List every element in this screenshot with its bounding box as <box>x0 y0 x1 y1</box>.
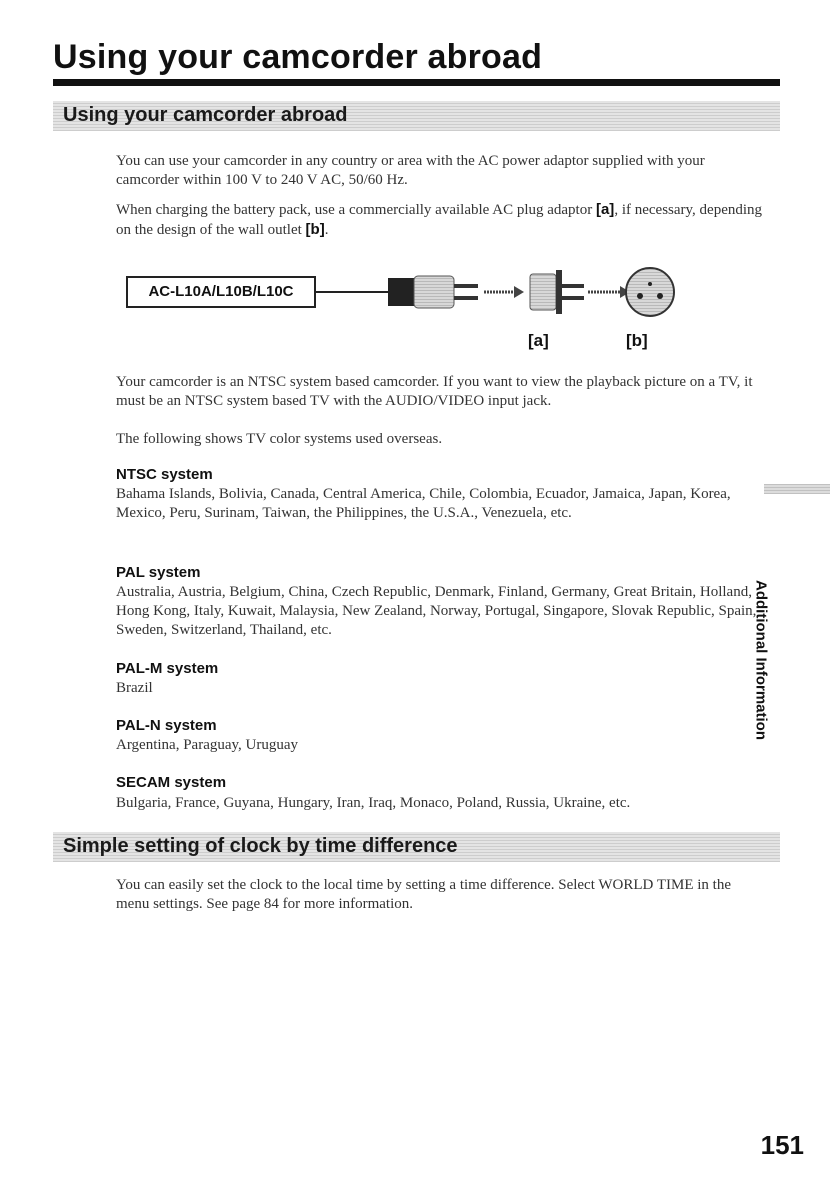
system-countries-pal-m: Brazil <box>116 680 153 696</box>
plug-adaptor-text-1: When charging the battery pack, use a commercially available AC plug adaptor <box>116 202 596 218</box>
section-heading-abroad: Using your camcorder abroad <box>63 104 348 126</box>
system-countries-pal: Australia, Austria, Belgium, China, Czech Republic, Denmark, Finland, Germany, Great Britain, Holland, Hong Kong, Italy, Kuwait, Malaysia, New Zealand, Norway, Portugal, Singapore, Slovak Republic, Spain, Sweden, Switzerland, Thailand, etc. <box>116 584 757 638</box>
ntsc-paragraph: Your camcorder is an NTSC system based camcorder. If you want to view the playback picture on a TV, it must be an NTSC system based TV with the AUDIO/VIDEO input jack. <box>116 374 753 409</box>
plug-adaptor-text-3: . <box>324 222 329 238</box>
section-banner-abroad <box>53 101 780 131</box>
side-tab-label: Additional Information <box>752 580 770 740</box>
ref-a-inline: [a] <box>595 201 615 218</box>
system-heading-pal-m: PAL-M system <box>116 660 219 677</box>
side-tab-marker <box>764 484 830 494</box>
plug-adaptor-icon <box>530 270 584 314</box>
page-title: Using your camcorder abroad <box>53 38 543 76</box>
system-heading-ntsc: NTSC system <box>116 466 213 483</box>
system-heading-pal: PAL system <box>116 564 201 581</box>
title-rule <box>53 79 780 86</box>
system-countries-ntsc: Bahama Islands, Bolivia, Canada, Central America, Chile, Colombia, Ecuador, Jamaica, Japan, Korea, Mexico, Peru, Surinam, Taiwan, the Philippines, the U.S.A., Venezuela, etc. <box>116 486 731 521</box>
wall-outlet-icon <box>626 268 674 316</box>
plug-diagram <box>316 260 686 330</box>
system-heading-secam: SECAM system <box>116 774 227 791</box>
system-heading-pal-n: PAL-N system <box>116 717 217 734</box>
page-number: 151 <box>760 1130 804 1160</box>
arrow-right-icon <box>484 286 524 298</box>
section-banner-clock <box>53 832 780 862</box>
clock-paragraph: You can easily set the clock to the local time by setting a time difference. Select WORLD TIME in the menu settings. See page 84 for more information. <box>116 877 731 912</box>
section-heading-clock: Simple setting of clock by time difference <box>63 835 458 857</box>
ref-b-inline: [b] <box>305 221 325 238</box>
intro-paragraph: You can use your camcorder in any country or area with the AC power adaptor supplied with your camcorder within 100 V to 240 V AC, 50/60 Hz. <box>116 153 705 188</box>
arrow-right-icon-2 <box>588 286 630 298</box>
plug-adaptor-text-2: , if necessary, depending on the design of the wall outlet <box>116 202 763 238</box>
system-countries-pal-n: Argentina, Paraguay, Uruguay <box>116 737 299 753</box>
system-countries-secam: Bulgaria, France, Guyana, Hungary, Iran, Iraq, Monaco, Poland, Russia, Ukraine, etc. <box>116 795 631 811</box>
figure-label-a: [a] <box>528 331 549 350</box>
color-systems-intro: The following shows TV color systems used overseas. <box>116 431 443 447</box>
model-label-box: AC-L10A/L10B/L10C <box>126 276 316 308</box>
figure-label-b: [b] <box>626 331 648 350</box>
plug-adaptor-paragraph <box>116 200 766 240</box>
power-cord-plug-icon <box>316 276 478 308</box>
